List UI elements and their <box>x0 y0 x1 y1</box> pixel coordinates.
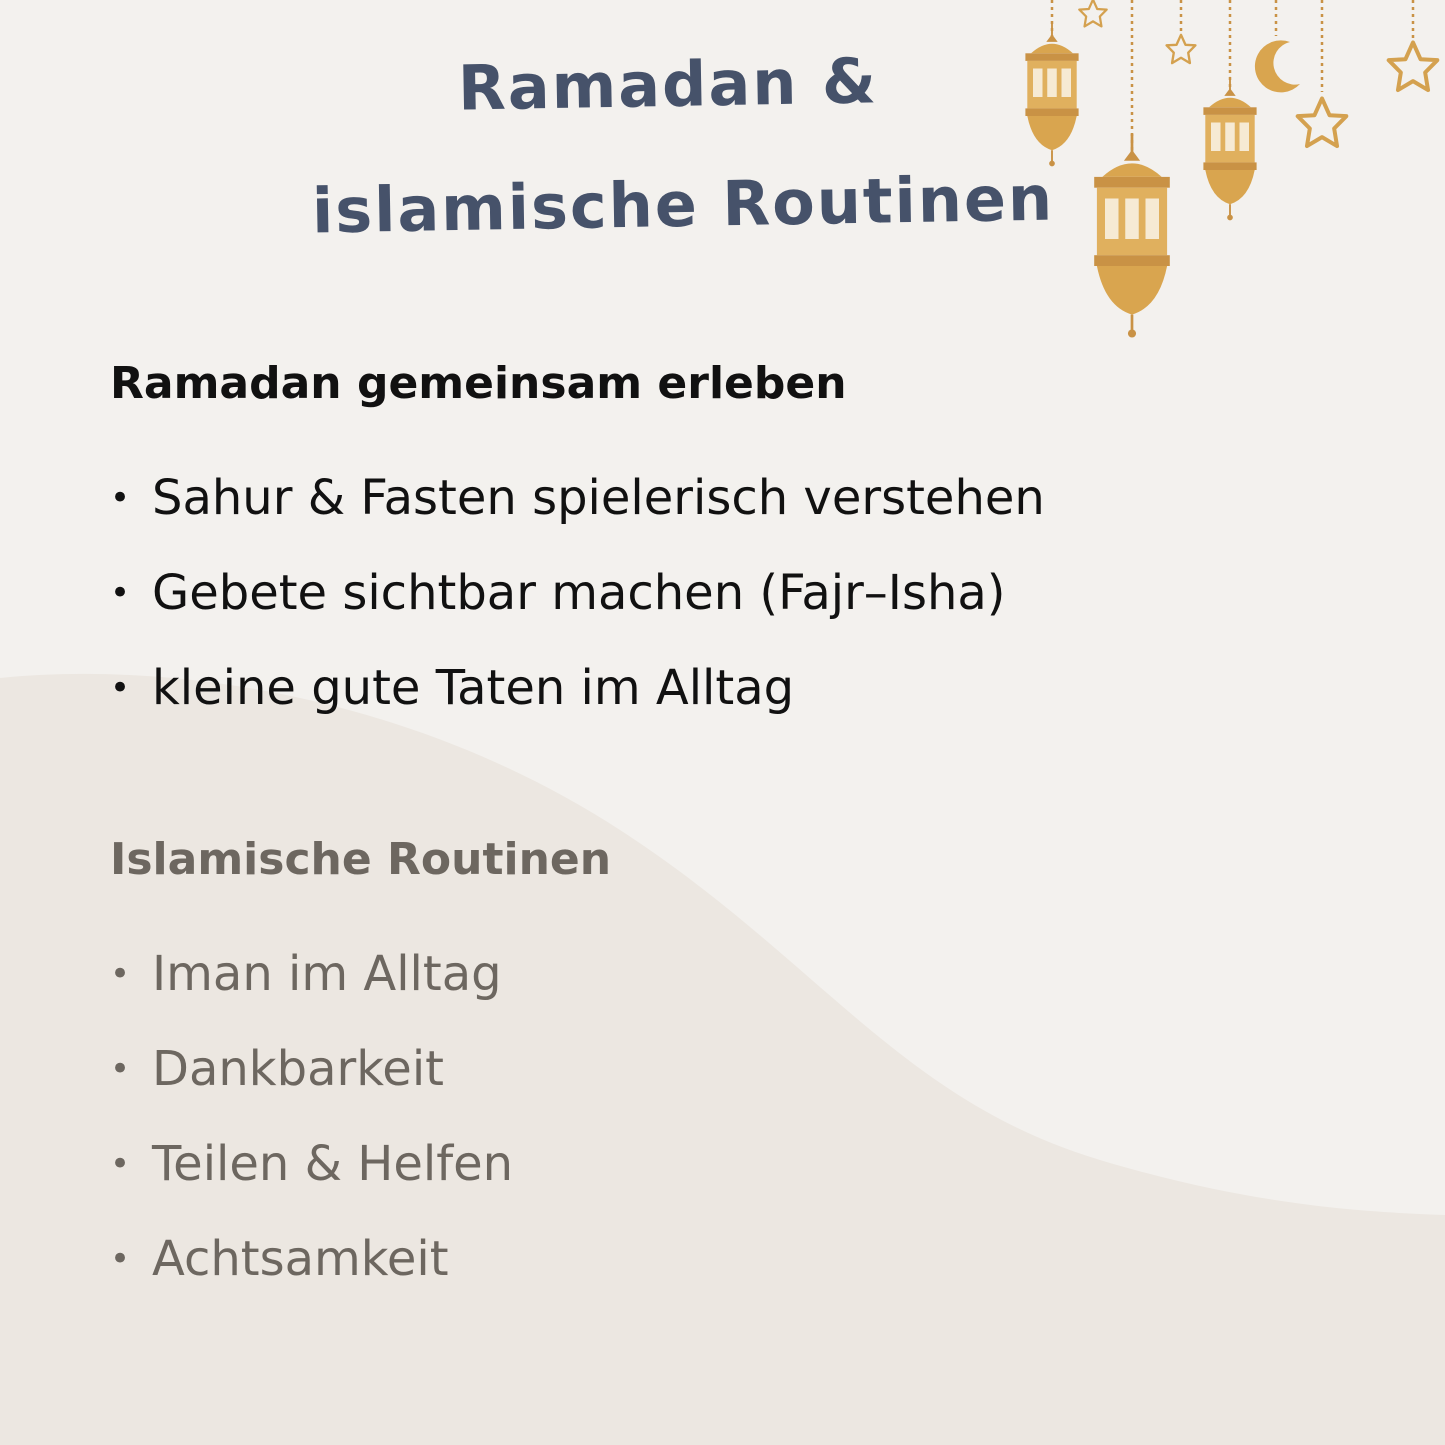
bullet-icon: • <box>110 573 131 613</box>
list-item-text: Sahur & Fasten spielerisch verstehen <box>152 470 1045 526</box>
bullet-list <box>110 451 1045 736</box>
list-item-text: Achtsamkeit <box>152 1231 449 1287</box>
section-heading: Islamische Routinen <box>110 834 612 885</box>
page-title-line-1: Ramadan & <box>457 44 879 125</box>
bullet-icon: • <box>110 668 131 708</box>
bullet-icon: • <box>110 954 131 994</box>
bullet-icon: • <box>110 1144 131 1184</box>
section-routinen <box>110 834 612 1307</box>
bullet-icon: • <box>110 1239 131 1279</box>
list-item <box>110 1212 611 1307</box>
list-item-text: Teilen & Helfen <box>152 1136 514 1192</box>
crescent-moon-icon <box>1255 40 1300 92</box>
bullet-list <box>110 927 611 1307</box>
list-item <box>110 927 611 1022</box>
lantern-icon <box>1094 134 1170 338</box>
list-item-text: Dankbarkeit <box>152 1041 444 1097</box>
star-icon <box>1079 0 1106 26</box>
star-icon <box>1167 35 1196 63</box>
lantern-icon <box>1203 77 1256 220</box>
section-heading: Ramadan gemeinsam erleben <box>110 358 847 409</box>
star-icon <box>1298 98 1347 146</box>
list-item <box>110 451 1045 546</box>
list-item-text: Iman im Alltag <box>152 946 502 1002</box>
list-item-text: kleine gute Taten im Alltag <box>152 660 795 716</box>
list-item <box>110 546 1045 641</box>
bullet-icon: • <box>110 1049 131 1089</box>
lantern-icon <box>1025 23 1078 166</box>
section-ramadan <box>110 358 1045 736</box>
page-title-line-2: islamische Routinen <box>311 161 1055 248</box>
hanging-lanterns-decoration <box>1000 0 1445 340</box>
list-item <box>110 1117 611 1212</box>
bullet-icon: • <box>110 478 131 518</box>
crescent-moon-icon <box>1354 0 1388 46</box>
list-item <box>110 1022 611 1117</box>
list-item <box>110 641 1045 736</box>
list-item-text: Gebete sichtbar machen (Fajr–Isha) <box>152 565 1006 621</box>
star-icon <box>1389 42 1438 90</box>
